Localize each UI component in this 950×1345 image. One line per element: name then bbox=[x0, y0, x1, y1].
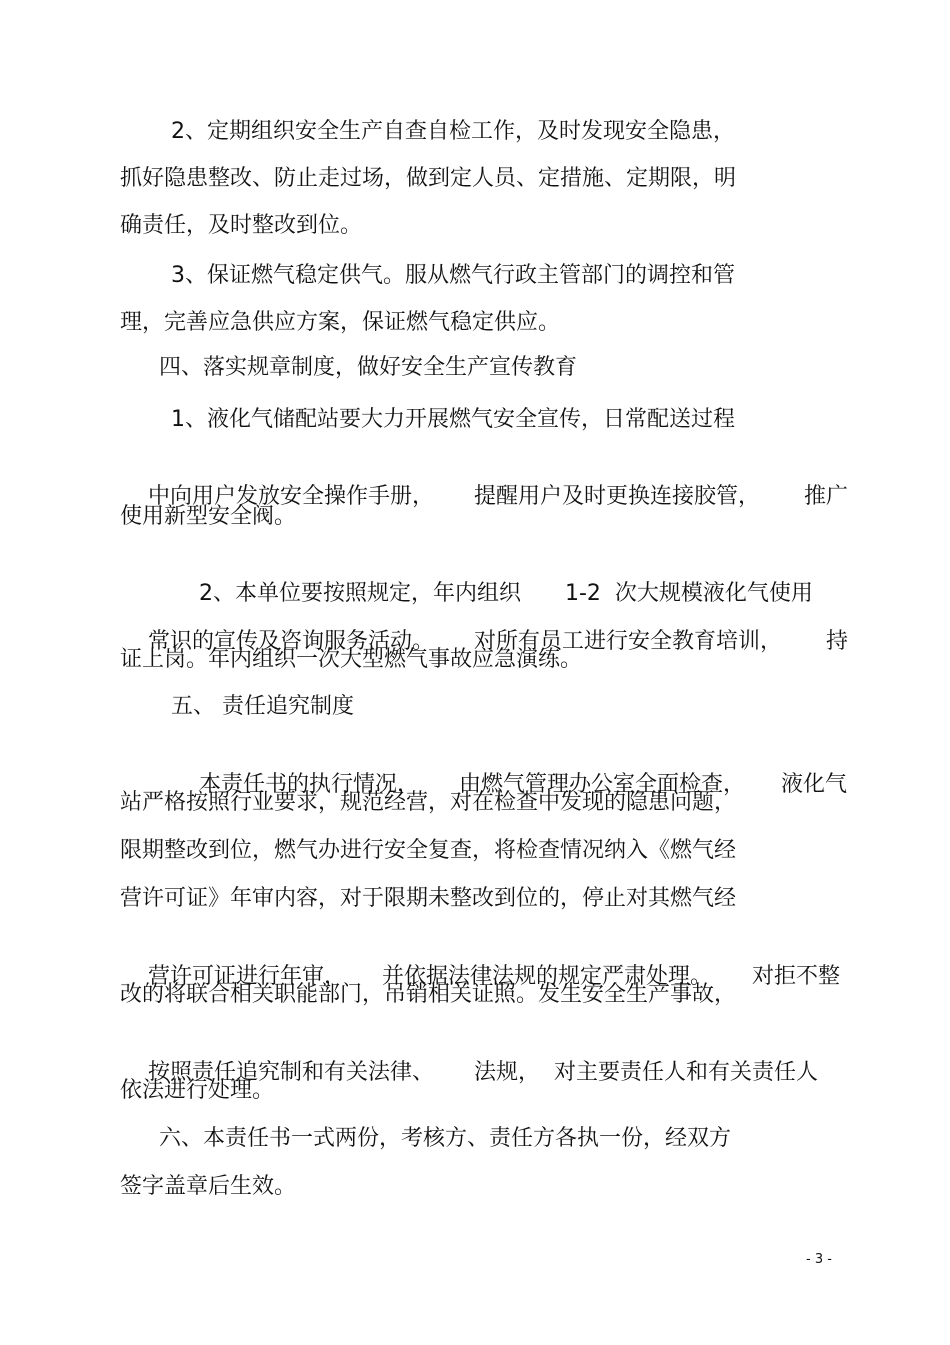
text-line bbox=[120, 597, 849, 654]
text-segment: 对所有员工进行安全教育培训， bbox=[474, 629, 783, 654]
text-line: 2、定期组织安全生产自查自检工作，及时发现安全隐患， bbox=[171, 119, 735, 144]
text-line: 营许可证》年审内容，对于限期未整改到位的，停止对其燃气经 bbox=[120, 886, 737, 911]
text-line: 改的将联合相关职能部门，吊销相关证照。发生安全生产事故， bbox=[120, 982, 737, 1007]
text-segment: 液化气 bbox=[781, 772, 848, 797]
text-segment: 法规， bbox=[474, 1060, 541, 1085]
text-line: 限期整改到位，燃气办进行安全复查，将检查情况纳入《燃气经 bbox=[120, 838, 737, 863]
text-segment: 营许可证进行年审， bbox=[147, 964, 346, 989]
text-line: 六、本责任书一式两份，考核方、责任方各执一份，经双方 bbox=[159, 1126, 732, 1151]
text-line: 依法进行处理。 bbox=[120, 1078, 275, 1103]
text-line: 确责任，及时整改到位。 bbox=[120, 213, 363, 238]
text-line: 签字盖章后生效。 bbox=[120, 1174, 297, 1199]
text-segment: 由燃气管理办公室全面检查， bbox=[459, 772, 746, 797]
text-segment: 对主要责任人和有关责任人 bbox=[554, 1060, 819, 1085]
page-number: - 3 - bbox=[806, 1252, 832, 1267]
text-segment: 2、本单位要按照规定，年内组织 bbox=[198, 581, 521, 606]
text-line: 使用新型安全阀。 bbox=[120, 504, 297, 529]
text-segment: 并依据法律法规的规定严肃处理。 bbox=[382, 964, 713, 989]
text-segment: 本责任书的执行情况， bbox=[198, 772, 419, 797]
text-line bbox=[171, 740, 848, 797]
text-line bbox=[120, 1028, 819, 1085]
text-line: 站严格按照行业要求，规范经营，对在检查中发现的隐患问题， bbox=[120, 790, 737, 815]
text-line bbox=[171, 549, 813, 606]
section-heading: 四、落实规章制度，做好安全生产宣传教育 bbox=[159, 355, 578, 380]
text-segment: 次大规模液化气使用 bbox=[614, 581, 813, 606]
section-heading: 五、 责任追究制度 bbox=[171, 694, 354, 719]
text-segment: 提醒用户及时更换连接胶管， bbox=[474, 484, 761, 509]
text-segment: 持 bbox=[826, 629, 849, 654]
text-segment: 对拒不整 bbox=[752, 964, 841, 989]
text-segment: 按照责任追究制和有关法律、 bbox=[147, 1060, 434, 1085]
text-line: 1、液化气储配站要大力开展燃气安全宣传，日常配送过程 bbox=[171, 407, 735, 432]
text-line: 证上岗。年内组织一次大型燃气事故应急演练。 bbox=[120, 647, 583, 672]
text-line bbox=[120, 932, 841, 989]
text-segment: 中向用户发放安全操作手册， bbox=[147, 484, 434, 509]
text-line bbox=[120, 452, 849, 509]
text-line: 3、保证燃气稳定供气。服从燃气行政主管部门的调控和管 bbox=[171, 263, 735, 288]
text-line: 抓好隐患整改、防止走过场，做到定人员、定措施、定期限，明 bbox=[120, 166, 737, 191]
text-segment: 常识的宣传及咨询服务活动。 bbox=[147, 629, 434, 654]
text-segment: 1-2 bbox=[564, 581, 601, 606]
text-segment: 推广 bbox=[804, 484, 849, 509]
text-line: 理，完善应急供应方案，保证燃气稳定供应。 bbox=[120, 310, 561, 335]
